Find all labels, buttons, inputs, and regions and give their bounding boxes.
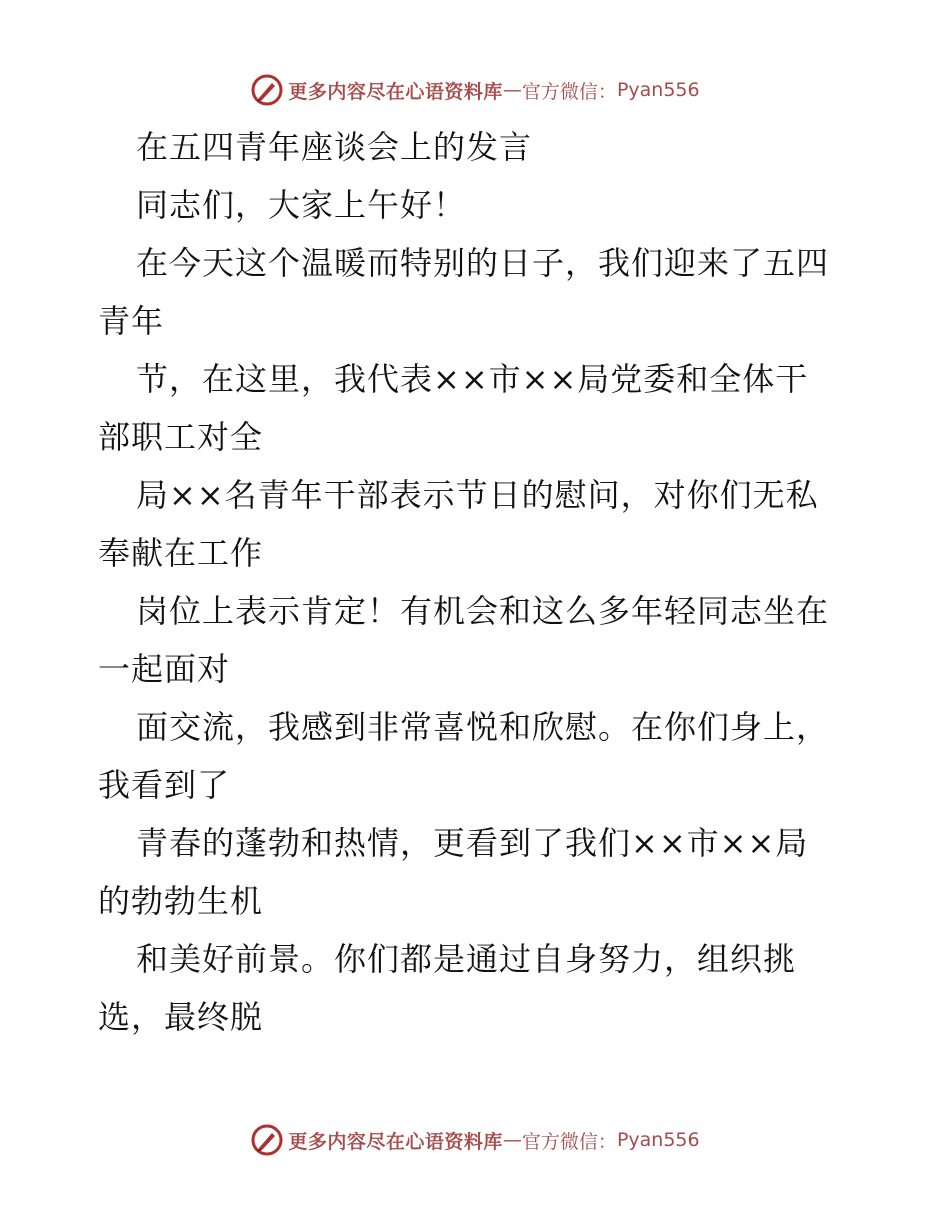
text-line: 面交流，我感到非常喜悦和欣慰。在你们身上， bbox=[136, 708, 830, 746]
document-body bbox=[98, 118, 858, 1046]
pen-logo-icon bbox=[250, 73, 284, 107]
banner-wechat-id: Pyan556 bbox=[616, 1129, 700, 1151]
banner-wechat-label: 官方微信： bbox=[521, 80, 617, 103]
text-line: 的勃勃生机 bbox=[98, 882, 264, 920]
text-line: 青年 bbox=[98, 302, 165, 340]
header-banner bbox=[0, 70, 950, 110]
footer-banner bbox=[0, 1120, 950, 1160]
banner-separator: — bbox=[502, 79, 522, 101]
text-line: 在今天这个温暖而特别的日子，我们迎来了五四 bbox=[136, 244, 830, 282]
pen-logo-icon bbox=[250, 1123, 284, 1157]
text-line: 青春的蓬勃和热情，更看到了我们××市××局 bbox=[136, 824, 809, 862]
banner-text: 更多内容尽在心语资料库 bbox=[288, 1130, 503, 1153]
banner-separator: — bbox=[502, 1129, 522, 1151]
banner-wechat-id: Pyan556 bbox=[616, 79, 700, 101]
text-line: 同志们，大家上午好！ bbox=[136, 186, 467, 224]
text-line: 局××名青年干部表示节日的慰问，对你们无私 bbox=[136, 476, 819, 514]
text-line: 和美好前景。你们都是通过自身努力，组织挑 bbox=[136, 940, 797, 978]
text-line: 部职工对全 bbox=[98, 418, 264, 456]
banner-text: 更多内容尽在心语资料库 bbox=[288, 80, 503, 103]
banner-wechat-label: 官方微信： bbox=[521, 1130, 617, 1153]
document-title: 在五四青年座谈会上的发言 bbox=[136, 128, 533, 166]
text-line: 岗位上表示肯定！有机会和这么多年轻同志坐在 bbox=[136, 592, 830, 630]
text-line: 一起面对 bbox=[98, 650, 231, 688]
text-line: 选，最终脱 bbox=[98, 998, 264, 1036]
text-line: 节，在这里，我代表××市××局党委和全体干 bbox=[136, 360, 809, 398]
text-line: 我看到了 bbox=[98, 766, 231, 804]
text-line: 奉献在工作 bbox=[98, 534, 264, 572]
